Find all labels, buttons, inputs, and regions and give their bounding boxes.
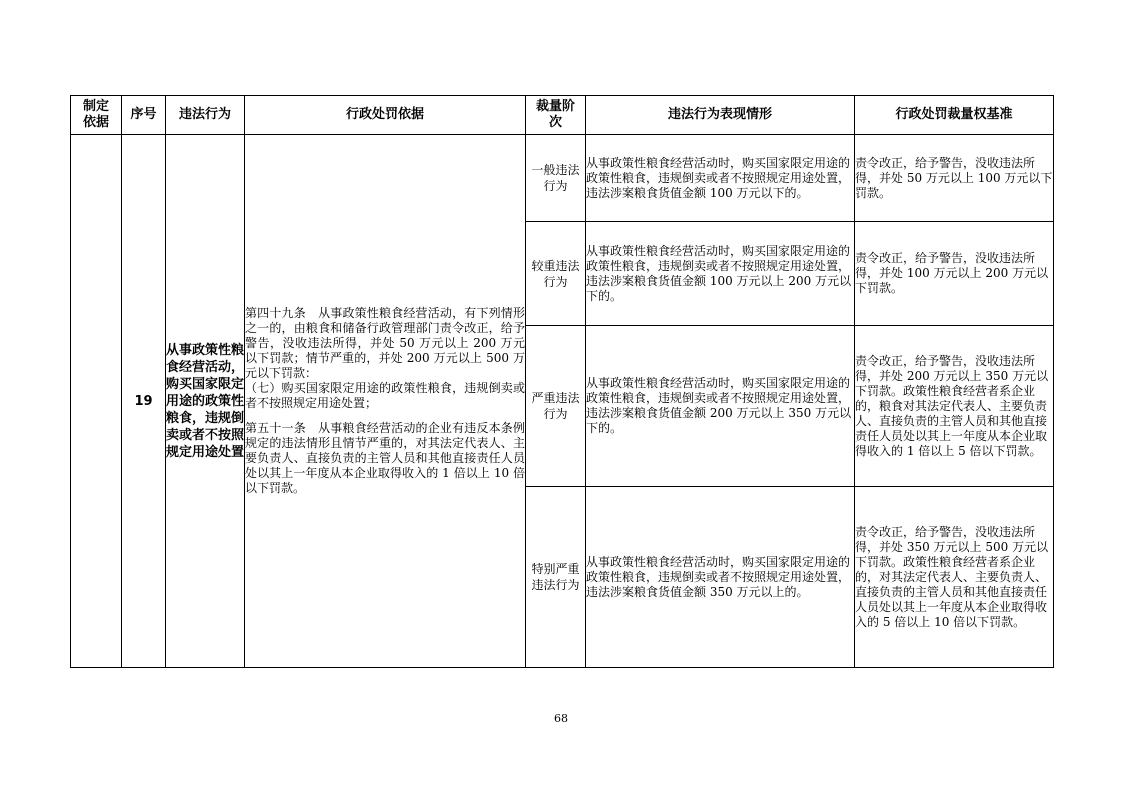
header-behavior: 违法行为	[166, 96, 245, 135]
basis-cell	[71, 135, 122, 668]
level-severe: 严重违法行为	[526, 326, 586, 487]
header-law: 行政处罚依据	[245, 96, 526, 135]
level-general: 一般违法行为	[526, 135, 586, 222]
penalty-table	[70, 95, 1054, 668]
law-paragraph-3: 第五十一条 从事粮食经营活动的企业有违反本条例规定的违法情形且情节严重的，对其法定代表人、主要负责人、直接负责的主管人员和其他直接责任人员处以其上一年度从本企业取得收入的 1 倍以上 10 倍以下罚款。	[245, 421, 525, 495]
header-seq: 序号	[122, 96, 166, 135]
table-row	[71, 135, 1054, 222]
header-level: 裁量阶次	[526, 96, 586, 135]
standard-severe: 责令改正，给予警告，没收违法所得，并处 200 万元以上 350 万元以下罚款。政策性粮食经营者系企业的，粮食对其法定代表人、主要负责人、直接负责的主管人员和其他直接责任人员处以其上一年度从本企业取得收入的 1 倍以上 5 倍以下罚款。	[855, 326, 1054, 487]
legal-basis	[245, 135, 526, 668]
header-standard: 行政处罚裁量权基准	[855, 96, 1054, 135]
standard-especially-severe: 责令改正，给予警告，没收违法所得，并处 350 万元以上 500 万元以下罚款。政策性粮食经营者系企业的，对其法定代表人、主要负责人、直接负责的主管人员和其他直接责任人员处以其上一年度从本企业取得收入的 5 倍以上 10 倍以下罚款。	[855, 487, 1054, 668]
violation-behavior: 从事政策性粮食经营活动，购买国家限定用途的政策性粮食，违规倒卖或者不按照规定用途处置	[166, 135, 245, 668]
circumstance-serious: 从事政策性粮食经营活动时，购买国家限定用途的政策性粮食，违规倒卖或者不按照规定用途处置，违法涉案粮食货值金额 100 万元以上 200 万元以下的。	[586, 222, 855, 326]
law-paragraph-2: （七）购买国家限定用途的政策性粮食，违规倒卖或者不按照规定用途处置；	[245, 381, 525, 410]
level-especially-severe: 特别严重违法行为	[526, 487, 586, 668]
circumstance-severe: 从事政策性粮食经营活动时，购买国家限定用途的政策性粮食，违规倒卖或者不按照规定用途处置，违法涉案粮食货值金额 200 万元以上 350 万元以下的。	[586, 326, 855, 487]
standard-serious: 责令改正，给予警告，没收违法所得，并处 100 万元以上 200 万元以下罚款。	[855, 222, 1054, 326]
standard-general: 责令改正，给予警告，没收违法所得，并处 50 万元以上 100 万元以下罚款。	[855, 135, 1054, 222]
page-number: 68	[554, 712, 568, 725]
header-basis: 制定依据	[71, 96, 122, 135]
circumstance-especially-severe: 从事政策性粮食经营活动时，购买国家限定用途的政策性粮食，违规倒卖或者不按照规定用途处置，违法涉案粮食货值金额 350 万元以上的。	[586, 487, 855, 668]
header-circumstance: 违法行为表现情形	[586, 96, 855, 135]
circumstance-general: 从事政策性粮食经营活动时，购买国家限定用途的政策性粮食，违规倒卖或者不按照规定用途处置，违法涉案粮食货值金额 100 万元以下的。	[586, 135, 855, 222]
law-paragraph-1: 第四十九条 从事政策性粮食经营活动，有下列情形之一的，由粮食和储备行政管理部门责令改正，给予警告，没收违法所得，并处 50 万元以上 200 万元以下罚款；情节严重的，并处 200 万元以上 500 万元以下罚款：	[245, 306, 525, 380]
level-serious: 较重违法行为	[526, 222, 586, 326]
header-row	[71, 96, 1054, 135]
sequence-number: 19	[122, 135, 166, 668]
